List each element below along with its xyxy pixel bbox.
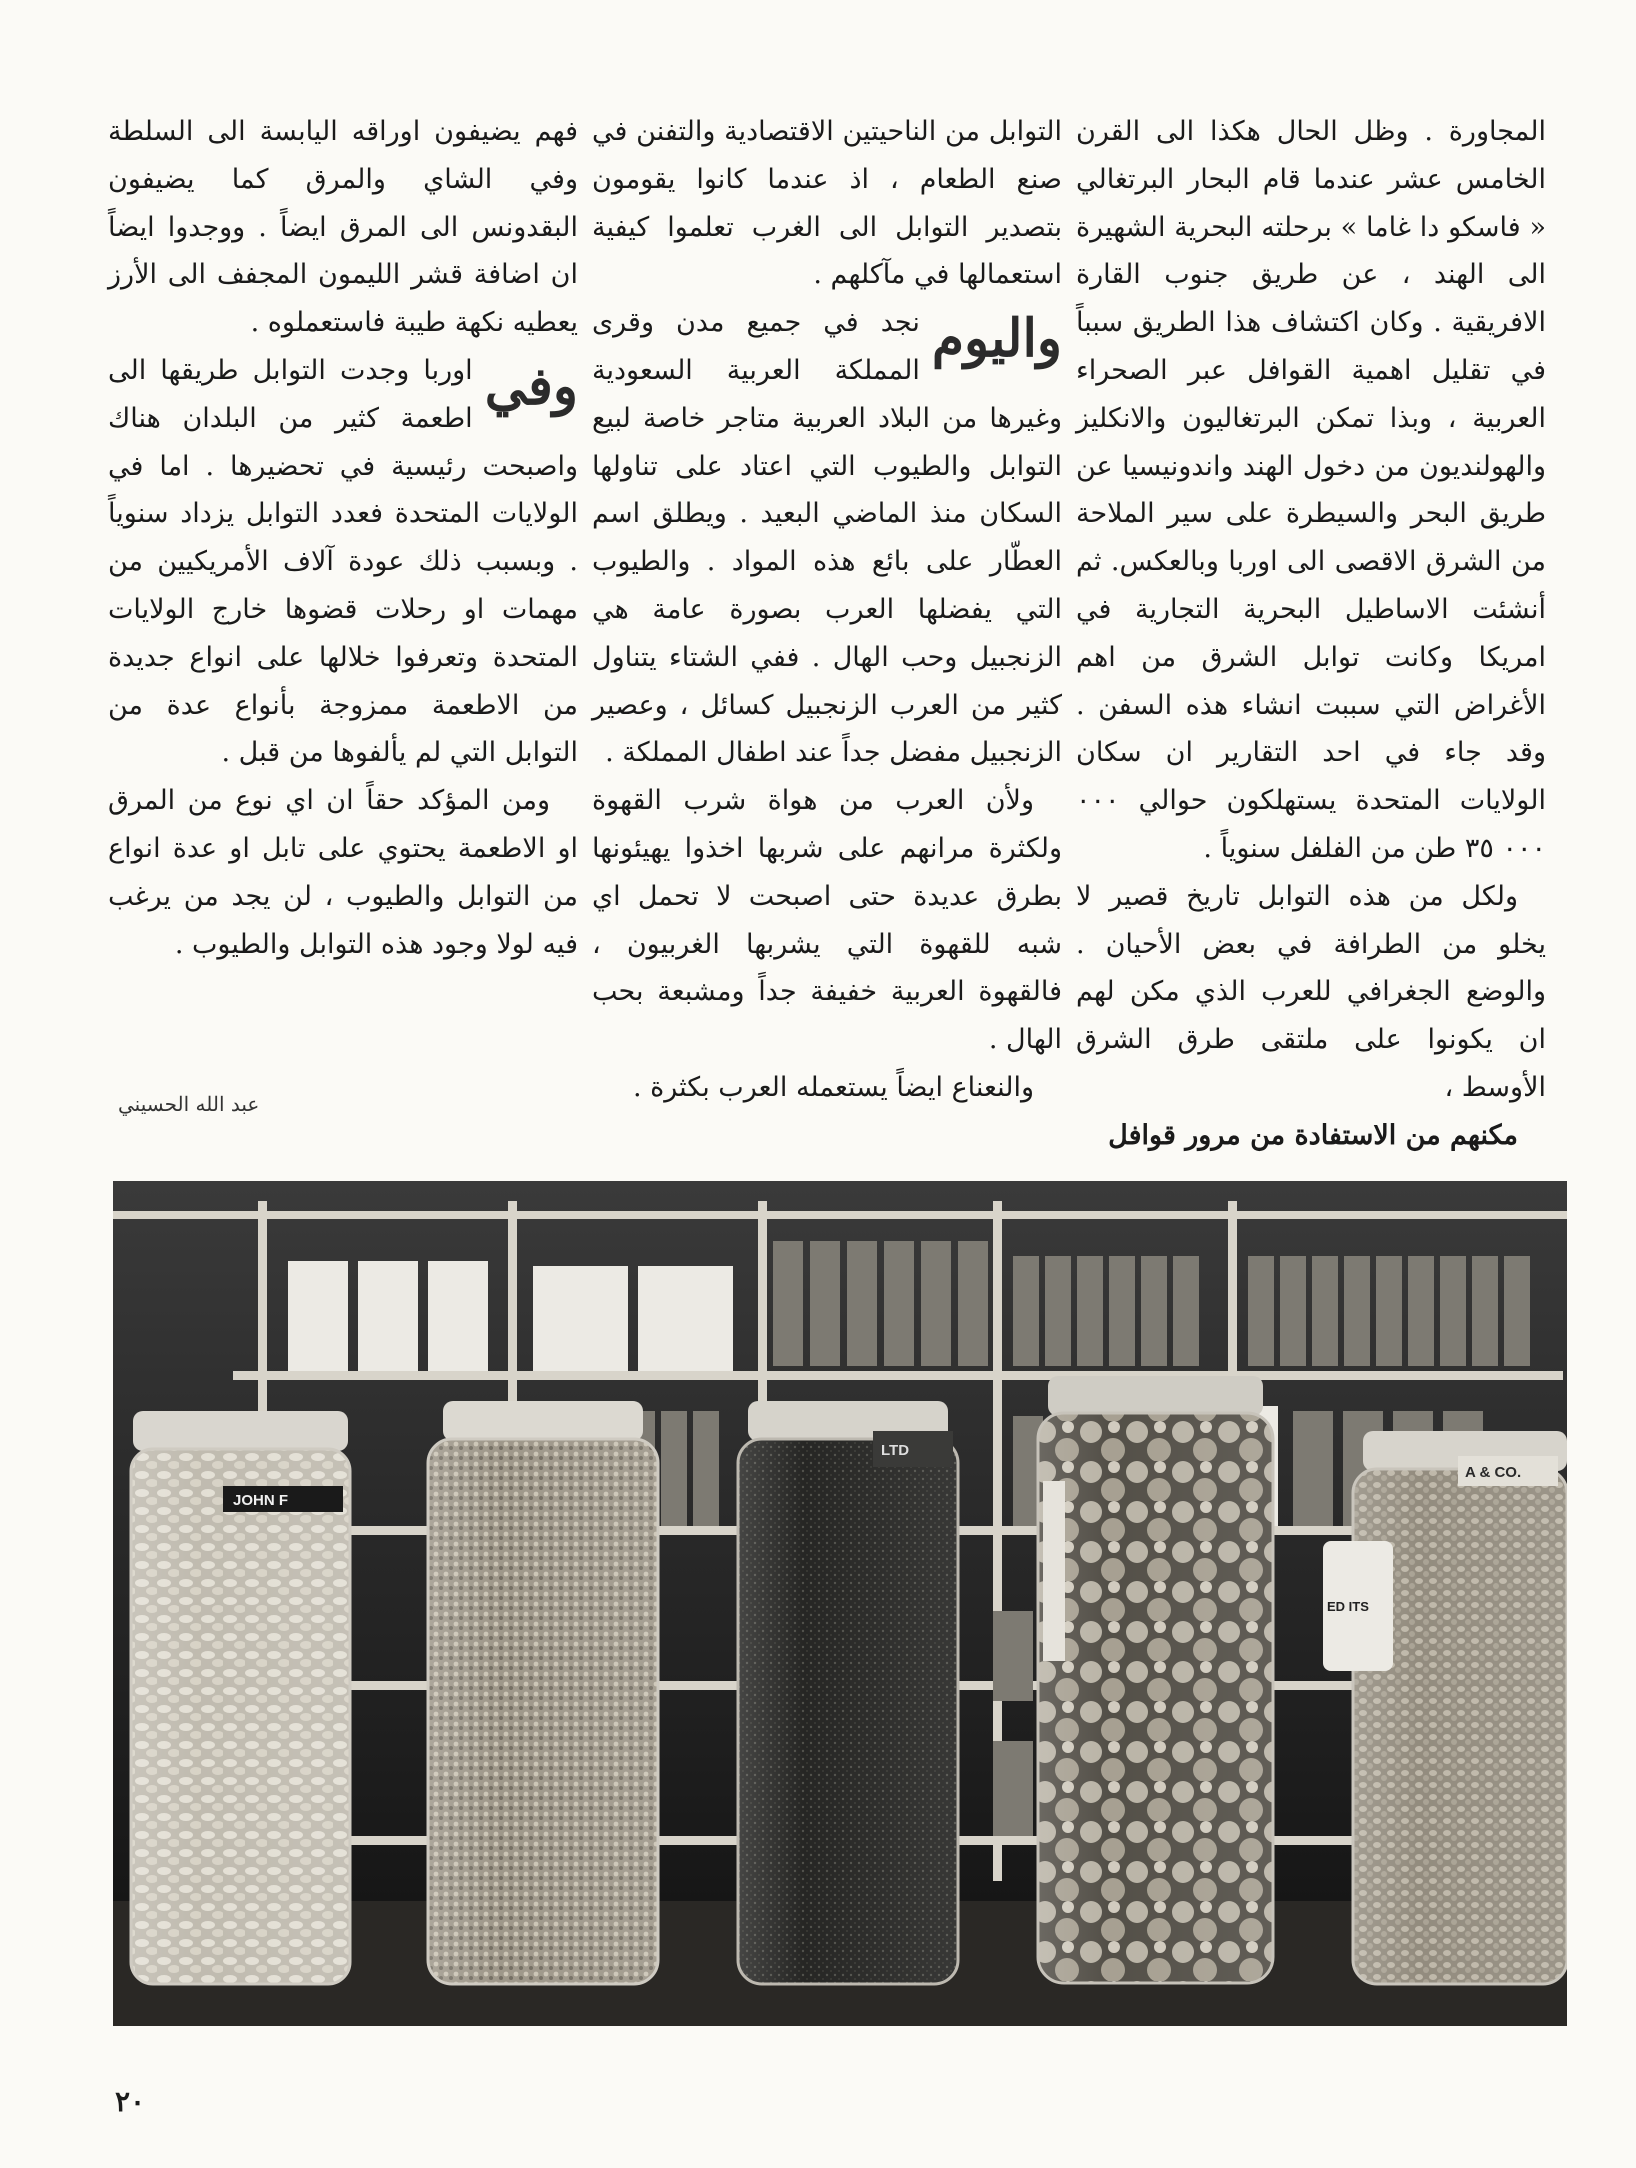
author-signature: عبد الله الحسيني — [118, 1092, 260, 1116]
jar-dark-spice — [738, 1401, 958, 1984]
paragraph: ولكل من هذه التوابل تاريخ قصير لا يخلو من الطرافة في بعض الأحيان . والوضع الجغرافي للعرب الذي مكن لهم ان يكونوا على ملتقى طرق الشرق الأوسط ، — [1076, 880, 1546, 1103]
jar-peas — [1323, 1431, 1567, 1984]
paragraph: اوربا وجدت التوابل طريقها الى اطعمة كثير من البلدان هناك واصبحت رئيسية في تحضيرها . اما في الولايات المتحدة فعدد التوابل يزداد سنوياً . وبسبب ذلك عودة آلاف الأمريكيين من مهمات او رحلات قضوها خارج الولايات المتحدة وتعرفوا خلالها على انواع جديدة من الاطعمة ممزوجة بأنواع عدة من التوابل التي لم يألفوها من قبل . — [108, 354, 578, 769]
spice-jars-illustration — [113, 1181, 1567, 2026]
drop-word: وفي — [484, 355, 578, 417]
article-column-left — [108, 108, 578, 968]
paragraph: والنعناع ايضاً يستعمله العرب بكثرة . — [632, 1071, 1034, 1103]
jar-label: JOHN F — [233, 1492, 289, 1509]
paragraph-bold-line: مكنهم من الاستفادة من مرور قوافل — [1108, 1119, 1518, 1151]
article-column-right — [1076, 108, 1546, 1160]
jar-seeds — [428, 1401, 658, 1984]
jar-dried-limes — [1038, 1376, 1273, 1983]
drop-word: واليوم — [931, 308, 1062, 370]
jar-cashews — [131, 1411, 350, 1984]
page-number: ٢٠ — [115, 2085, 146, 2118]
paragraph: فهم يضيفون اوراقه اليابسة الى السلطة وفي الشاي والمرق كما يضيفون البقدونس الى المرق ايضاً . ووجدوا ايضاً ان اضافة قشر الليمون المجفف الى الأرز يعطيه نكهة طيبة فاستعملوه . — [108, 116, 578, 339]
paragraph: ولأن العرب من هواة شرب القهوة ولكثرة مرانهم على شربها اخذوا يهيئونها بطرق عديدة حتى اصبحت لا تحمل اي شبه للقهوة التي يشربها الغربيون ، فالقهوة العربية خفيفة جداً ومشبعة بحب الهال . — [592, 785, 1062, 1056]
spice-jars-photo — [113, 1181, 1567, 2026]
jar-label: LTD — [881, 1442, 910, 1459]
paragraph: ومن المؤكد حقاً ان اي نوع من المرق او الاطعمة يحتوي على تابل او عدة انواع من التوابل والطيوب ، لن يجد من يرغب فيه لولا وجود هذه التوابل والطيوب . — [108, 785, 578, 960]
paragraph: التوابل من الناحيتين الاقتصادية والتفنن في صنع الطعام ، اذ عندما كانوا يقومون بتصدير التوابل الى الغرب تعلموا كيفية استعمالها في مآكلهم . — [592, 116, 1062, 291]
paragraph: المجاورة . وظل الحال هكذا الى القرن الخامس عشر عندما قام البحار البرتغالي « فاسكو دا غاما » برحلته البحرية الشهيرة الى الهند ، عن طريق جنوب القارة الافريقية . وكان اكتشاف هذا الطريق سبباً في تقليل اهمية القوافل عبر الصحراء العربية ، وبذا تمكن البرتغاليون والانكليز والهولنديون من دخول الهند واندونيسيا عن طريق البحر والسيطرة على سير الملاحة من الشرق الاقصى الى اوربا وبالعكس. ثم أنشئت الاساطيل البحرية التجارية في امريكا وكانت توابل الشرق من اهم الأغراض التي سببت انشاء هذه السفن . وقد جاء في احد التقارير ان سكان الولايات المتحدة يستهلكون حوالي ٠٠٠ ٠٠٠ ٣٥ طن من الفلفل سنوياً . — [1076, 116, 1546, 864]
article-column-middle — [592, 108, 1062, 1112]
jar-label: ED ITS — [1327, 1599, 1369, 1614]
paragraph: نجد في جميع مدن وقرى المملكة العربية السعودية وغيرها من البلاد العربية متاجر خاصة لبيع التوابل والطيوب التي اعتاد على تناولها السكان منذ الماضي البعيد . ويطلق اسم العطّار على بائع هذه المواد . والطيوب التي يفضلها العرب بصورة عامة هي الزنجبيل وحب الهال . ففي الشتاء يتناول كثير من العرب الزنجبيل كسائل ، وعصير الزنجبيل مفضل جداً عند اطفال المملكة . — [592, 307, 1062, 769]
jar-label: A & CO. — [1465, 1464, 1522, 1481]
